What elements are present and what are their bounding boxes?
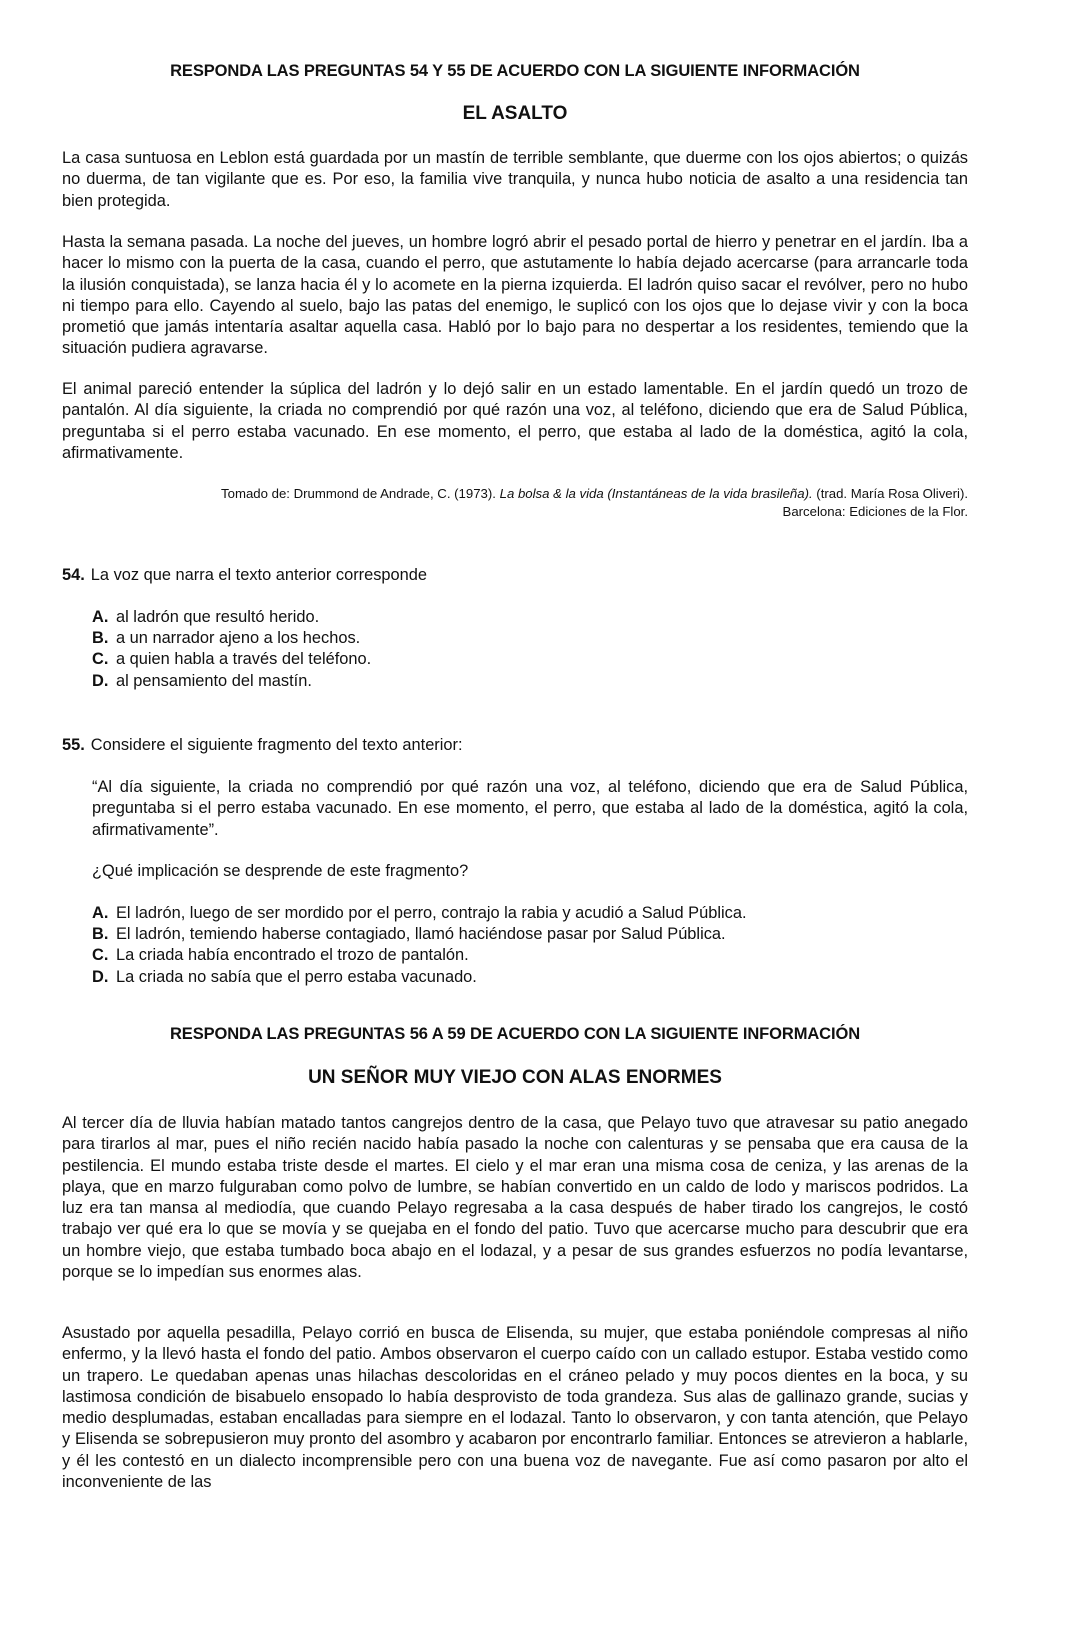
option-text: a quien habla a través del teléfono. bbox=[116, 650, 372, 669]
citation-prefix: Tomado de: Drummond de Andrade, C. (1973). bbox=[221, 486, 500, 501]
citation-book-title: La bolsa & la vida (Instantáneas de la vida brasileña). bbox=[499, 486, 813, 501]
answer-option[interactable] bbox=[92, 607, 998, 628]
option-letter: A. bbox=[92, 608, 109, 626]
story-paragraph: Al tercer día de lluvia habían matado tantos cangrejos dentro de la casa, que Pelayo tuvo que atravesar su patio anegado para tirarlos al mar, pues el niño recién nacido había pasado la noche con calenturas y se pensaba que era causa de la pestilencia. El mundo estaba triste desde el martes. El cielo y el mar eran una misma cosa de ceniza, y las arenas de la playa, que en marzo fulguraban como polvo de lumbre, se habían convertido en un caldo de lodo y mariscos podridos. La luz era tan mansa al mediodía, que cuando Pelayo regresaba a la casa después de haber tirado los cangrejos, le costó trabajo ver qué era lo que se movía y se quejaba en el fondo del patio. Tuvo que acercarse mucho para descubrir que era un hombre viejo, que estaba tumbado boca abajo en el lodazal, y a pesar de sus grandes esfuerzos no podía levantarse, porque se lo impedían sus enormes alas. bbox=[62, 1114, 968, 1282]
question-text: La voz que narra el texto anterior corresponde bbox=[90, 566, 428, 584]
story-paragraph: Hasta la semana pasada. La noche del jueves, un hombre logró abrir el pesado portal de hierro y penetrar en el jardín. Iba a hacer lo mismo con la puerta de la casa, cuando el perro, que astutamente lo había dejado acercarse (para arrancarle toda la ilusión conquistada), se lanza hacia él y lo acomete en la pierna izquierda. El ladrón quiso sacar el revólver, pero no hubo ni tiempo para ello. Cayendo al suelo, bajo las patas del enemigo, le suplicó con los ojos que lo dejase vivir y con la boca prometió que jamás intentaría asaltar aquella casa. Habló por lo bajo para no despertar a los residentes, temiendo que la situación pudiera agravarse. bbox=[62, 233, 968, 358]
option-text: al pensamiento del mastín. bbox=[116, 671, 312, 690]
option-text: a un narrador ajeno a los hechos. bbox=[116, 629, 361, 648]
answer-option[interactable] bbox=[92, 967, 998, 988]
quoted-fragment-wrapper bbox=[62, 777, 968, 841]
answer-option[interactable] bbox=[92, 903, 998, 924]
option-text: El ladrón, luego de ser mordido por el perro, contrajo la rabia y acudió a Salud Pública. bbox=[116, 904, 747, 922]
option-text: al ladrón que resultó herido. bbox=[116, 608, 320, 626]
question-55-stem bbox=[62, 735, 968, 756]
question-54-stem bbox=[62, 565, 968, 586]
question-55-prompt: ¿Qué implicación se desprende de este fragmento? bbox=[92, 862, 469, 880]
option-letter: A. bbox=[92, 904, 109, 922]
question-text: Considere el siguiente fragmento del texto anterior: bbox=[90, 736, 463, 754]
option-text: La criada no sabía que el perro estaba vacunado. bbox=[116, 967, 477, 986]
question-54-options bbox=[62, 607, 998, 692]
question-number: 55. bbox=[62, 736, 85, 754]
option-letter: C. bbox=[92, 650, 109, 669]
answer-option[interactable] bbox=[92, 649, 998, 670]
option-letter: D. bbox=[92, 671, 109, 690]
citation-suffix: (trad. María Rosa Oliveri). bbox=[812, 486, 968, 501]
option-letter: B. bbox=[92, 629, 109, 648]
quoted-fragment: “Al día siguiente, la criada no comprendió por qué razón una voz, al teléfono, diciendo que era de Salud Pública, preguntaba si el perro estaba vacunado. En ese momento, el perro, que estaba al lado de la doméstica, agitó la cola, afirmativamente”. bbox=[92, 778, 968, 839]
story-title: EL ASALTO bbox=[462, 103, 568, 124]
question-number: 54. bbox=[62, 566, 85, 584]
story-paragraph: La casa suntuosa en Leblon está guardada por un mastín de terrible semblante, que duerme con los ojos abiertos; o quizás no duerma, de tan vigilante que es. Por eso, la familia vive tranquila, y nunca hubo noticia de asalto a una residencia tan bien protegida. bbox=[62, 149, 968, 210]
answer-option[interactable] bbox=[92, 945, 998, 966]
story-title: UN SEÑOR MUY VIEJO CON ALAS ENORMES bbox=[308, 1067, 722, 1088]
option-text: La criada había encontrado el trozo de pantalón. bbox=[116, 946, 469, 965]
section-instruction: RESPONDA LAS PREGUNTAS 56 A 59 DE ACUERDO CON LA SIGUIENTE INFORMACIÓN bbox=[169, 1025, 861, 1043]
story-paragraph: Asustado por aquella pesadilla, Pelayo corrió en busca de Elisenda, su mujer, que estaba poniéndole compresas al niño enfermo, y la llevó hasta el fondo del patio. Ambos observaron el cuerpo caído con un callado estupor. Estaba vestido como un trapero. Le quedaban apenas unas hilachas descoloridas en el cráneo pelado y muy pocos dientes en la boca, y su lastimosa condición de bisabuelo ensopado lo había desprovisto de toda grandeza. Sus alas de gallinazo grande, sucias y medio desplumadas, estaban encalladas para siempre en el lodazal. Tanto lo observaron, y con tanta atención, que Pelayo y Elisenda se sobrepusieron muy pronto del asombro y acabaron por encontrarlo familiar. Entonces se atrevieron a hablarle, y él les contestó en un dialecto incomprensible pero con una buena voz de navegante. Fue así como pasaron por alto el inconveniente de las bbox=[62, 1324, 968, 1492]
answer-option[interactable] bbox=[92, 924, 998, 945]
answer-option[interactable] bbox=[92, 671, 998, 692]
citation bbox=[62, 485, 968, 521]
answer-option[interactable] bbox=[92, 628, 998, 649]
section-instruction: RESPONDA LAS PREGUNTAS 54 Y 55 DE ACUERDO CON LA SIGUIENTE INFORMACIÓN bbox=[170, 62, 860, 80]
story-paragraph: El animal pareció entender la súplica del ladrón y lo dejó salir en un estado lamentable. En el jardín quedó un trozo de pantalón. Al día siguiente, la criada no comprendió por qué razón una voz, al teléfono, diciendo que era de Salud Pública, preguntaba si el perro estaba vacunado. En ese momento, el perro, que estaba al lado de la doméstica, agitó la cola, afirmativamente. bbox=[62, 380, 968, 462]
citation-line-1 bbox=[62, 485, 968, 503]
option-letter: B. bbox=[92, 925, 109, 944]
option-text: El ladrón, temiendo haberse contagiado, llamó haciéndose pasar por Salud Pública. bbox=[116, 925, 726, 944]
citation-line-2: Barcelona: Ediciones de la Flor. bbox=[782, 504, 968, 519]
option-letter: C. bbox=[92, 946, 109, 965]
question-55-options bbox=[62, 903, 998, 988]
option-letter: D. bbox=[92, 967, 109, 986]
